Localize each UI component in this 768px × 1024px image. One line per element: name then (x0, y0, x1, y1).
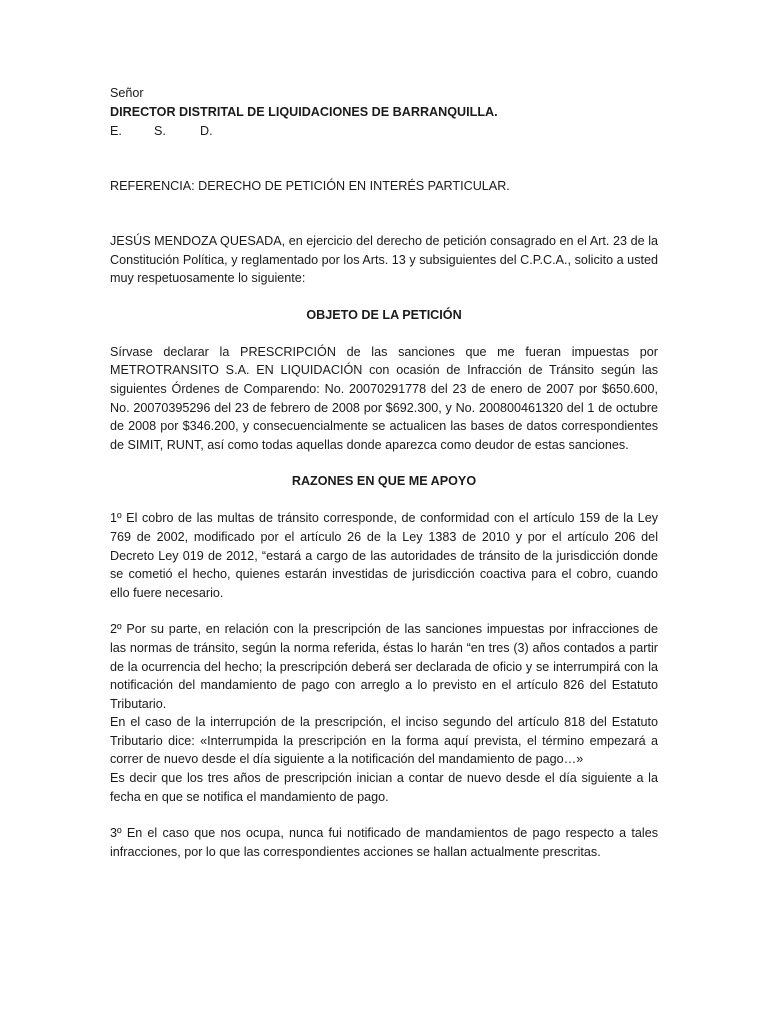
esd-s: S. (154, 124, 166, 138)
recipient: DIRECTOR DISTRITAL DE LIQUIDACIONES DE BARRANQUILLA. (110, 105, 498, 119)
razon-2-interruption-paragraph: En el caso de la interrupción de la prescripción, el inciso segundo del artículo 818 del Estatuto Tributario dice: «Interrumpida la prescripción en la forma aquí prevista, el término empezará a correr de nuevo desde el día siguiente a la notificación del mandamiento de pago…» (110, 715, 658, 767)
esd-e: E. (110, 124, 122, 138)
salutation: Señor (110, 86, 144, 100)
intro-paragraph: JESÚS MENDOZA QUESADA, en ejercicio del derecho de petición consagrado en el Art. 23 de la Constitución Política, y reglamentado por los Arts. 13 y subsiguientes del C.P.C.A., solicito a usted muy respetuosamente lo siguiente: (110, 234, 658, 286)
letter-page (110, 84, 658, 861)
reference: REFERENCIA: DERECHO DE PETICIÓN EN INTERÉS PARTICULAR. (110, 179, 510, 193)
objeto-heading: OBJETO DE LA PETICIÓN (306, 307, 462, 322)
razones-heading: RAZONES EN QUE ME APOYO (291, 474, 477, 489)
esd-line (110, 122, 658, 141)
esd-d: D. (200, 124, 213, 138)
razon-2-paragraph: 2º Por su parte, en relación con la prescripción de las sanciones impuestas por infracciones de las normas de tránsito, según la norma referida, éstas lo harán “en tres (3) años contados a partir de la ocurrencia del hecho; la prescripción deberá ser declarada de oficio y se interrumpirá con la notificación del mandamiento de pago con arreglo a lo previsto en el artículo 826 del Estatuto Tributario. (110, 622, 658, 711)
razon-1-paragraph: 1º El cobro de las multas de tránsito corresponde, de conformidad con el artículo 159 de la Ley 769 de 2002, modificado por el artículo 26 de la Ley 1383 de 2010 y por el artículo 206 del Decreto Ley 019 de 2012, “estará a cargo de las autoridades de tránsito de la jurisdicción donde se cometió el hecho, quienes estarán investidas de jurisdicción coactiva para el cobro, cuando ello fuere necesario. (110, 511, 658, 600)
objeto-paragraph: Sírvase declarar la PRESCRIPCIÓN de las sanciones que me fueran impuestas por METROTRANSITO S.A. EN LIQUIDACIÓN con ocasión de Infracción de Tránsito según las siguientes Órdenes de Comparendo: No. 20070291778 del 23 de enero de 2007 por $650.600, No. 20070395296 del 23 de febrero de 2008 por $692.300, y No. 200800461320 del 1 de octubre de 2008 por $346.200, y consecuencialmente se actualicen las bases de datos correspondientes de SIMIT, RUNT, así como todas aquellas donde aparezca como deudor de estas sanciones. (110, 344, 658, 452)
razon-2-conclusion-paragraph: Es decir que los tres años de prescripción inician a contar de nuevo desde el día siguiente a la fecha en que se notifica el mandamiento de pago. (110, 771, 658, 804)
razon-3-paragraph: 3º En el caso que nos ocupa, nunca fui notificado de mandamientos de pago respecto a tales infracciones, por lo que las correspondientes acciones se hallan actualmente prescritas. (110, 826, 658, 859)
